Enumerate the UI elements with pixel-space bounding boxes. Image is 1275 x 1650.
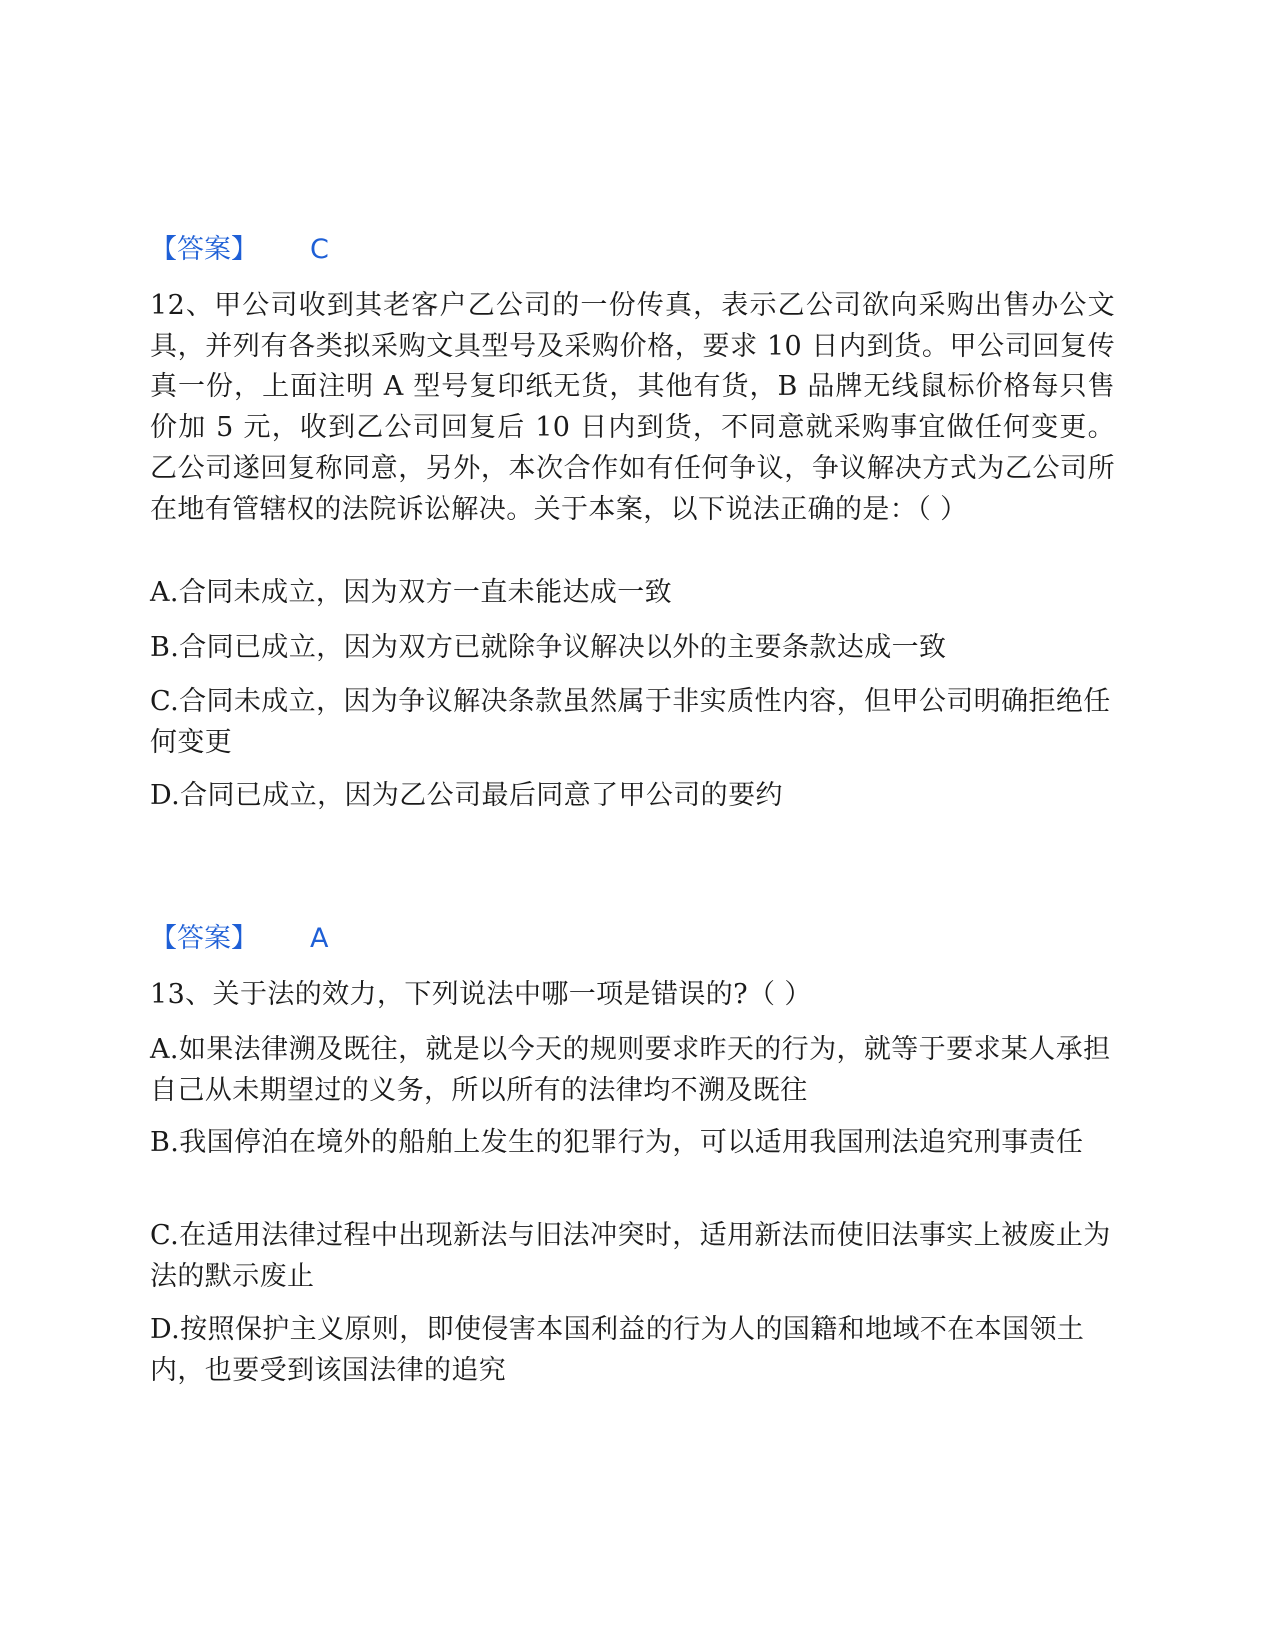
question-12 [150,286,1115,530]
option-d: D.合同已成立，因为乙公司最后同意了甲公司的要约 [150,780,783,811]
answer-value: C [310,234,329,265]
question-13-text: 13、关于法的效力，下列说法中哪一项是错误的?（ ） [150,979,812,1010]
option-a: A.合同未成立，因为双方一直未能达成一致 [150,577,673,608]
question-13-option-a [150,1030,1115,1111]
option-c: C.在适用法律过程中出现新法与旧法冲突时，适用新法而使旧法事实上被废止为法的默示废止 [150,1220,1111,1292]
option-a: A.如果法律溯及既往，就是以今天的规则要求昨天的行为，就等于要求某人承担自己从未期望过的义务，所以所有的法律均不溯及既往 [150,1034,1111,1106]
answer-label: 【答案】 [150,923,258,954]
option-d: D.按照保护主义原则，即使侵害本国利益的行为人的国籍和地域不在本国领土内，也要受到该国法律的追究 [150,1314,1085,1386]
answer-line-12 [150,919,1115,959]
question-12-text: 12、甲公司收到其老客户乙公司的一份传真，表示乙公司欲向采购出售办公文具，并列有各类拟采购文具型号及采购价格，要求 10 日内到货。甲公司回复传真一份，上面注明 A 型号复印纸无货，其他有货，B 品牌无线鼠标价格每只售价加 5 元，收到乙公司回复后 10 日内到货，不同意就采购事宜做任何变更。乙公司遂回复称同意，另外，本次合作如有任何争议，争议解决方式为乙公司所在地有管辖权的法院诉讼解决。关于本案，以下说法正确的是：（ ） [150,290,1115,525]
question-12-option-a [150,573,1115,614]
question-13-option-b [150,1123,1115,1164]
question-13 [150,975,1115,1016]
question-13-option-d [150,1310,1115,1391]
option-b: B.我国停泊在境外的船舶上发生的犯罪行为，可以适用我国刑法追究刑事责任 [150,1127,1084,1158]
question-12-option-d [150,776,1115,817]
option-c: C.合同未成立，因为争议解决条款虽然属于非实质性内容，但甲公司明确拒绝任何变更 [150,686,1111,758]
question-13-option-c [150,1216,1115,1297]
answer-line-11 [150,230,1115,270]
answer-label: 【答案】 [150,234,258,265]
option-b: B.合同已成立，因为双方已就除争议解决以外的主要条款达成一致 [150,632,947,663]
answer-value: A [310,923,329,954]
question-12-option-c [150,682,1115,763]
question-12-option-b [150,628,1115,669]
